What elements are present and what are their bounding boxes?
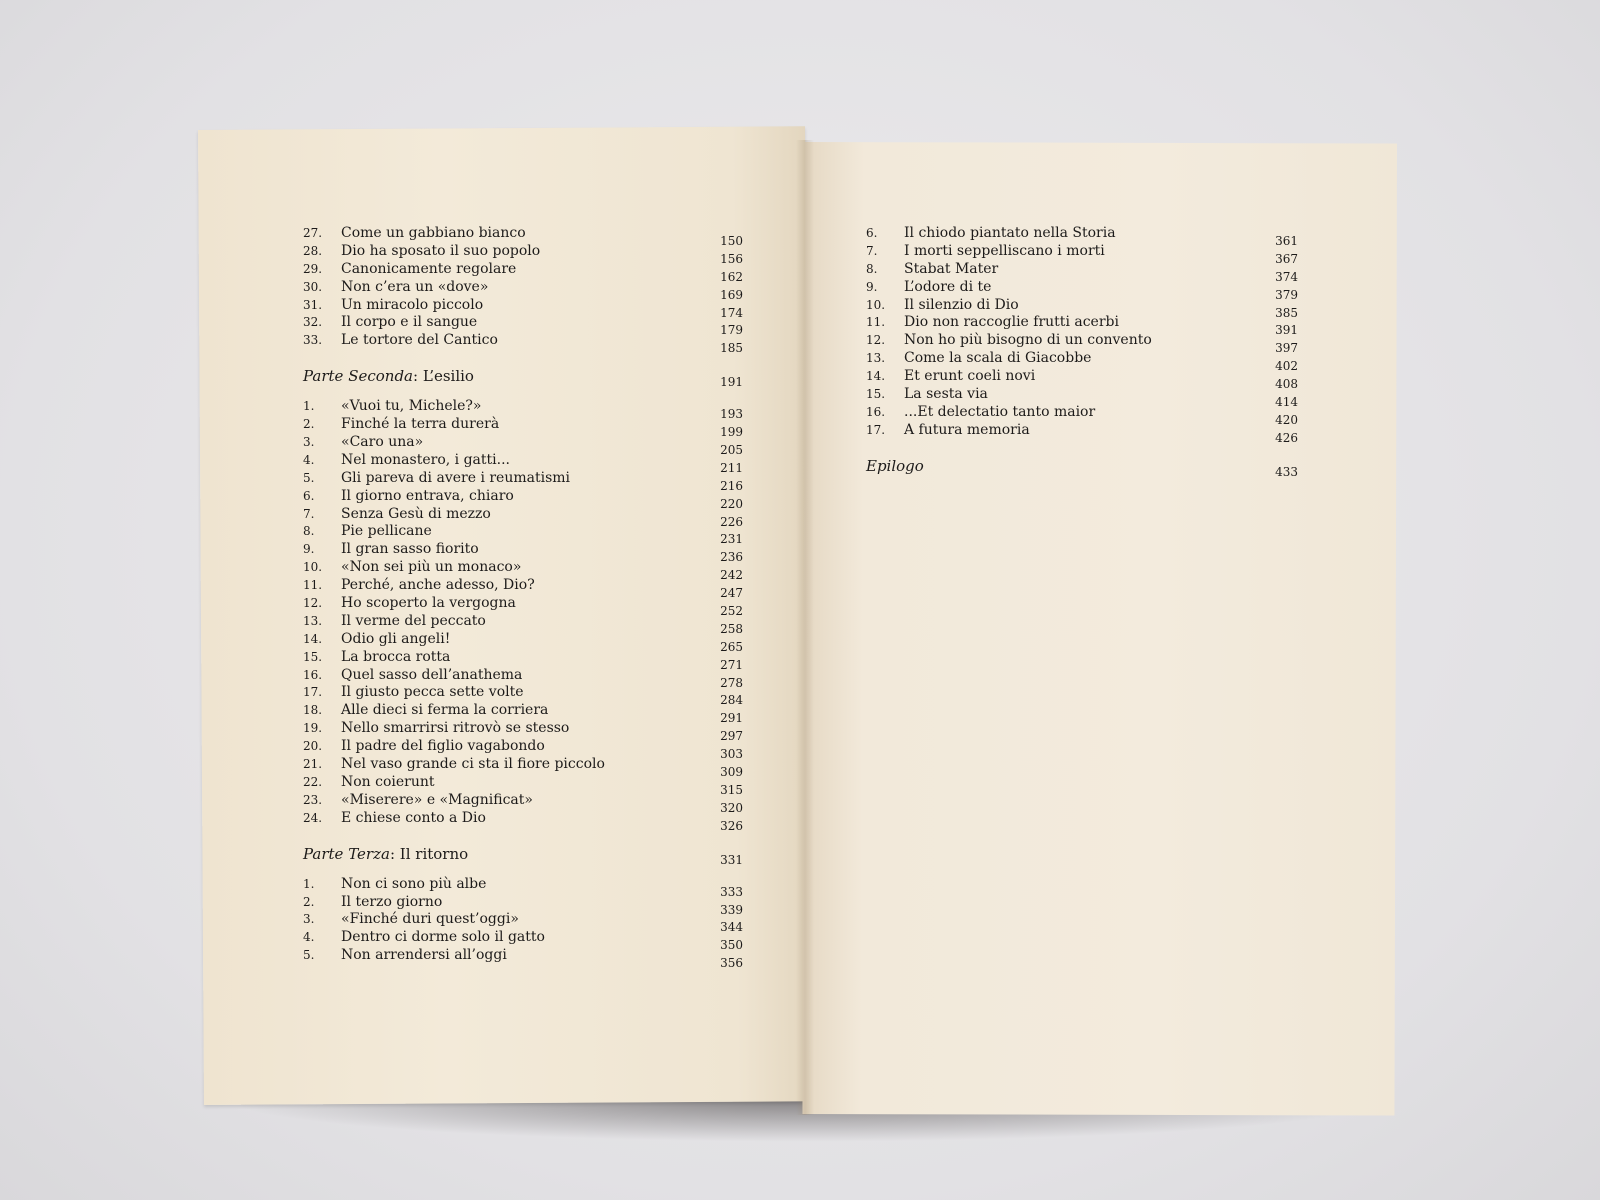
chapter-title: Perché, anche adesso, Dio? <box>341 577 535 594</box>
chapter-number: 4. <box>303 452 315 467</box>
toc-entry <box>303 278 743 302</box>
chapter-number: 8. <box>303 524 315 539</box>
chapter-number: 24. <box>303 810 323 825</box>
page-number: 242 <box>720 568 743 583</box>
page-number: 391 <box>1275 323 1298 338</box>
chapter-number: 4. <box>303 930 315 945</box>
page-number: 408 <box>1275 377 1298 392</box>
page-number: 258 <box>720 621 743 636</box>
page-number: 291 <box>720 711 743 726</box>
toc-entry <box>303 791 743 815</box>
toc-entry <box>303 875 743 899</box>
page-number: 326 <box>720 818 743 833</box>
chapter-number: 32. <box>303 315 323 330</box>
chapter-number: 10. <box>866 297 886 312</box>
toc-entry <box>303 809 743 833</box>
page-number: 361 <box>1275 234 1298 248</box>
page-number: 339 <box>720 902 743 917</box>
chapter-number: 15. <box>303 649 323 664</box>
toc-group-part3-cont <box>866 225 1298 445</box>
toc-entry <box>303 911 743 935</box>
part-label: Epilogo <box>866 456 924 475</box>
page-number: 333 <box>720 884 743 899</box>
toc-entry <box>866 386 1298 410</box>
page-number: 303 <box>720 747 743 762</box>
toc-entry <box>303 296 743 320</box>
chapter-title: Senza Gesù di mezzo <box>341 505 491 522</box>
section-heading-part3 <box>303 846 743 868</box>
chapter-number: 18. <box>303 703 323 718</box>
toc-entry <box>303 738 743 762</box>
chapter-title: Dio non raccoglie frutti acerbi <box>904 314 1119 331</box>
chapter-title: Stabat Mater <box>904 260 999 277</box>
chapter-title: Un miracolo piccolo <box>341 296 484 313</box>
section-heading-part2 <box>303 368 743 390</box>
book-gutter <box>796 140 814 1115</box>
chapter-number: 6. <box>866 226 878 240</box>
chapter-number: 5. <box>303 470 315 485</box>
page-number: 379 <box>1275 287 1298 302</box>
chapter-title: «Non sei più un monaco» <box>341 559 522 576</box>
page-number: 374 <box>1275 269 1298 284</box>
page-number: 397 <box>1275 341 1298 356</box>
chapter-title: Non c’era un «dove» <box>341 278 489 295</box>
chapter-number: 12. <box>866 333 886 348</box>
page-number: 199 <box>720 425 743 440</box>
chapter-title: Il giusto pecca sette volte <box>341 684 524 701</box>
page-number: 179 <box>720 323 743 338</box>
chapter-number: 1. <box>303 399 315 414</box>
page-number: 320 <box>720 800 743 815</box>
page-number: 420 <box>1275 412 1298 427</box>
chapter-number: 6. <box>303 488 315 503</box>
page-number: 309 <box>720 765 743 780</box>
toc-entry <box>866 368 1298 392</box>
chapter-title: Non ho più bisogno di un convento <box>904 332 1152 349</box>
toc-entry <box>303 451 743 475</box>
chapter-title: Gli pareva di avere i reumatismi <box>341 469 571 486</box>
chapter-title: Il terzo giorno <box>341 893 443 910</box>
toc-entry <box>303 630 743 654</box>
chapter-title: Odio gli angeli! <box>341 630 451 647</box>
part-label: Parte Terza <box>303 844 390 863</box>
page-number: 433 <box>1275 464 1298 479</box>
page-number: 278 <box>720 675 743 690</box>
chapter-number: 29. <box>303 261 323 276</box>
toc-entry <box>866 260 1298 284</box>
toc-entry <box>303 225 743 248</box>
page-number: 220 <box>720 496 743 511</box>
chapter-number: 2. <box>303 894 315 909</box>
toc-entry <box>866 421 1298 445</box>
chapter-number: 33. <box>303 333 323 348</box>
toc-entry <box>303 398 743 422</box>
chapter-number: 23. <box>303 792 323 807</box>
chapter-number: 8. <box>866 261 878 276</box>
chapter-number: 13. <box>866 351 886 366</box>
chapter-title: Il gran sasso fiorito <box>341 541 479 558</box>
page-number: 426 <box>1275 430 1298 445</box>
chapter-number: 16. <box>866 404 886 419</box>
chapter-number: 13. <box>303 613 323 628</box>
page-number: 150 <box>720 234 743 248</box>
page-number: 205 <box>720 443 743 458</box>
page-number: 193 <box>720 407 743 422</box>
chapter-title: Nel monastero, i gatti... <box>341 451 510 468</box>
page-number: 344 <box>720 920 743 935</box>
page-number: 265 <box>720 639 743 654</box>
toc-entry <box>303 523 743 547</box>
toc-entry <box>303 541 743 565</box>
page-number: 297 <box>720 729 743 744</box>
page-number: 247 <box>720 586 743 601</box>
toc-entry <box>303 434 743 458</box>
page-number: 284 <box>720 693 743 708</box>
toc-entry <box>303 416 743 440</box>
toc-entry <box>303 242 743 266</box>
toc-entry <box>303 684 743 708</box>
chapter-number: 9. <box>866 279 878 294</box>
toc-entry <box>866 278 1298 302</box>
page-number: 350 <box>720 938 743 953</box>
chapter-number: 12. <box>303 596 323 611</box>
chapter-title: Dentro ci dorme solo il gatto <box>341 929 545 946</box>
chapter-number: 7. <box>866 243 878 258</box>
chapter-number: 30. <box>303 279 323 294</box>
chapter-number: 21. <box>303 757 323 772</box>
chapter-title: La brocca rotta <box>341 648 451 665</box>
page-number: 162 <box>720 269 743 284</box>
page-number: 367 <box>1275 251 1298 266</box>
chapter-title: «Caro una» <box>341 434 424 451</box>
chapter-number: 3. <box>303 435 315 450</box>
chapter-title: Il silenzio di Dio <box>904 296 1019 313</box>
toc-entry <box>303 559 743 583</box>
chapter-number: 9. <box>303 542 315 557</box>
chapter-number: 14. <box>303 631 323 646</box>
toc-group-part3 <box>303 875 743 971</box>
chapter-number: 7. <box>303 506 315 521</box>
page-number: 156 <box>720 251 743 266</box>
page-number: 271 <box>720 657 743 672</box>
chapter-title: Dio ha sposato il suo popolo <box>341 242 541 259</box>
part-title: Il ritorno <box>395 844 469 863</box>
page-number: 226 <box>720 514 743 529</box>
toc-entry <box>303 595 743 619</box>
chapter-title: Non coierunt <box>341 773 435 790</box>
chapter-title: «Miserere» e «Magnificat» <box>341 791 533 808</box>
chapter-number: 5. <box>303 948 315 963</box>
chapter-number: 19. <box>303 721 323 736</box>
toc-entry <box>303 577 743 601</box>
chapter-title: Il giorno entrava, chiaro <box>341 487 514 504</box>
chapter-title: Alle dieci si ferma la corriera <box>341 702 549 719</box>
toc-entry <box>303 260 743 284</box>
chapter-number: 10. <box>303 560 323 575</box>
toc-entry <box>303 314 743 338</box>
chapter-number: 17. <box>866 422 886 437</box>
page-number: 236 <box>720 550 743 565</box>
page-number: 414 <box>1275 395 1298 410</box>
chapter-number: 1. <box>303 876 315 891</box>
page-number: 231 <box>720 532 743 547</box>
chapter-number: 27. <box>303 226 323 240</box>
chapter-title: Nel vaso grande ci sta il fiore piccolo <box>341 756 605 773</box>
chapter-title: L’odore di te <box>904 278 992 295</box>
page-number: 169 <box>720 287 743 302</box>
toc-entry <box>866 242 1298 266</box>
page-number: 331 <box>720 852 743 867</box>
toc-entry <box>303 702 743 726</box>
part-title: L’esilio <box>418 367 474 386</box>
toc-entry <box>303 773 743 797</box>
chapter-number: 15. <box>866 387 886 402</box>
chapter-number: 17. <box>303 685 323 700</box>
page-number: 191 <box>720 375 743 390</box>
toc-right-column <box>866 225 1298 488</box>
chapter-title: Non ci sono più albe <box>341 875 487 892</box>
page-number: 216 <box>720 478 743 493</box>
toc-entry <box>866 332 1298 356</box>
chapter-title: Il padre del figlio vagabondo <box>341 738 545 755</box>
chapter-title: ...Et delectatio tanto maior <box>904 403 1096 420</box>
toc-entry <box>303 720 743 744</box>
toc-entry <box>303 756 743 780</box>
part-label: Parte Seconda <box>303 367 413 386</box>
chapter-title: Come la scala di Giacobbe <box>904 350 1092 367</box>
chapter-title: Et erunt coeli novi <box>904 368 1036 385</box>
toc-entry <box>303 666 743 690</box>
chapter-number: 28. <box>303 243 323 258</box>
chapter-number: 20. <box>303 739 323 754</box>
page-number: 174 <box>720 305 743 320</box>
section-heading-epilogue <box>866 458 1298 480</box>
chapter-title: Il verme del peccato <box>341 612 486 629</box>
toc-entry <box>303 612 743 636</box>
chapter-number: 22. <box>303 774 323 789</box>
chapter-title: Pie pellicane <box>341 523 432 540</box>
chapter-title: Il chiodo piantato nella Storia <box>904 225 1116 241</box>
chapter-number: 16. <box>303 667 323 682</box>
page-number: 185 <box>720 341 743 356</box>
chapter-title: Il corpo e il sangue <box>341 314 478 331</box>
chapter-title: Non arrendersi all’oggi <box>341 947 507 964</box>
chapter-title: Ho scoperto la vergogna <box>341 595 516 612</box>
chapter-title: Le tortore del Cantico <box>341 332 498 349</box>
toc-entry <box>303 929 743 953</box>
part-separator: : <box>413 367 419 386</box>
chapter-number: 11. <box>866 315 886 330</box>
chapter-title: «Finché duri quest’oggi» <box>341 911 519 928</box>
toc-entry <box>866 225 1298 248</box>
toc-left-column <box>303 225 743 971</box>
toc-entry <box>303 505 743 529</box>
chapter-title: E chiese conto a Dio <box>341 809 486 826</box>
chapter-title: Finché la terra durerà <box>341 416 500 433</box>
chapter-number: 31. <box>303 297 323 312</box>
toc-entry <box>303 332 743 356</box>
page-number: 315 <box>720 782 743 797</box>
chapter-title: I morti seppelliscano i morti <box>904 242 1105 259</box>
page-number: 211 <box>720 460 743 475</box>
chapter-title: Nello smarrirsi ritrovò se stesso <box>341 720 570 737</box>
toc-entry <box>303 648 743 672</box>
toc-entry <box>866 314 1298 338</box>
toc-entry <box>303 947 743 971</box>
chapter-title: A futura memoria <box>904 421 1030 438</box>
toc-entry <box>866 403 1298 427</box>
page-number: 252 <box>720 604 743 619</box>
toc-group-part1-end <box>303 225 743 356</box>
page-number: 385 <box>1275 305 1298 320</box>
toc-entry <box>866 296 1298 320</box>
page-number: 356 <box>720 956 743 971</box>
toc-entry <box>866 350 1298 374</box>
toc-entry <box>303 487 743 511</box>
toc-group-part2 <box>303 398 743 833</box>
chapter-title: Canonicamente regolare <box>341 260 517 277</box>
chapter-number: 14. <box>866 369 886 384</box>
chapter-title: Come un gabbiano bianco <box>341 225 526 241</box>
chapter-number: 3. <box>303 912 315 927</box>
chapter-title: Quel sasso dell’anathema <box>341 666 523 683</box>
page-number: 402 <box>1275 359 1298 374</box>
toc-entry <box>303 893 743 917</box>
chapter-title: La sesta via <box>904 386 988 403</box>
toc-entry <box>303 469 743 493</box>
chapter-title: «Vuoi tu, Michele?» <box>341 398 482 415</box>
chapter-number: 2. <box>303 417 315 432</box>
chapter-number: 11. <box>303 578 323 593</box>
part-separator: : <box>389 844 396 863</box>
